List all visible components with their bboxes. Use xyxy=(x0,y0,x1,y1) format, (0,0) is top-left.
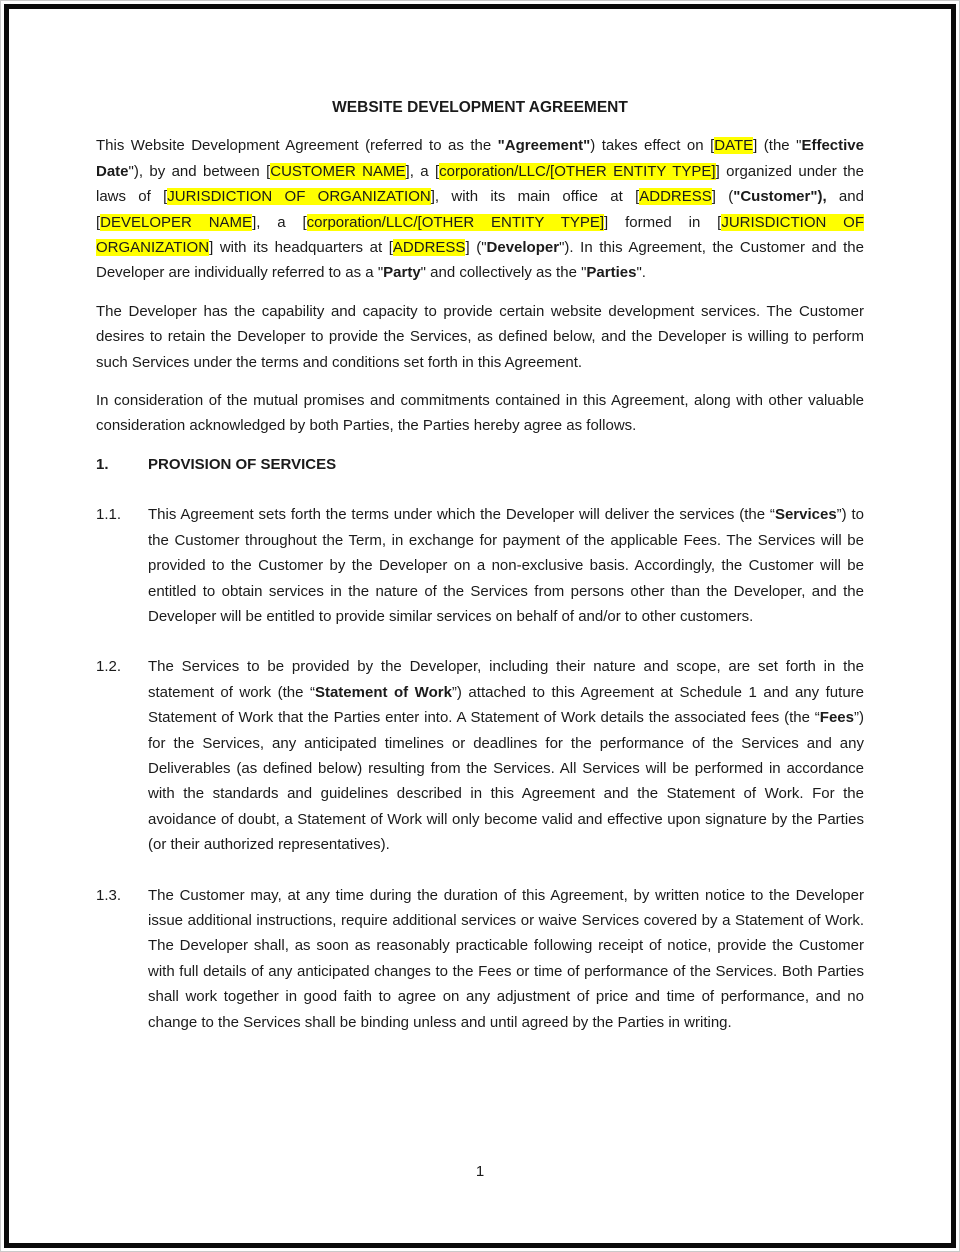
text-run: ], with its main office at [ xyxy=(430,188,640,206)
clause-number: 1.2. xyxy=(96,658,122,676)
text-run: ], a [ xyxy=(252,213,307,231)
text-run: ”) for the Services, any anticipated timelines or deadlines for the performance of the Services and any Deliverables (as defined below) resulting from the Services. All Services will be performed in accordance with the standards and guidelines described in this Agreement and the Statement of Work. For the avoidance of doubt, a Statement of Work will only become valid and effective upon signature by the Parties (or their authorized representatives). xyxy=(148,709,864,854)
text-run: Party xyxy=(383,264,421,282)
clause-1-3 xyxy=(96,883,864,1035)
clause-text xyxy=(148,654,864,857)
section-number: 1. xyxy=(96,455,109,473)
highlighted-placeholder: DEVELOPER NAME xyxy=(100,213,253,231)
clause-1-1 xyxy=(96,502,864,629)
text-run: ”) to the Customer throughout the Term, in exchange for payment of the applicable Fees. The Services will be provided to the Customer by the Developer on a non-exclusive basis. Accordingly, the Customer will be entitled to obtain services in the nature of the Services from persons other than the Developer, and the Developer will be entitled to provide similar services on behalf of and/or to other customers. xyxy=(148,506,865,625)
document-title: WEBSITE DEVELOPMENT AGREEMENT xyxy=(332,99,628,116)
text-run: ". xyxy=(636,264,646,282)
text-run: Parties xyxy=(586,264,637,282)
document-content xyxy=(96,0,864,1060)
text-run: The Developer has the capability and capacity to provide certain website development services. The Customer desires to retain the Developer to provide the Services, as defined below, and the Developer is willing to perform such Services under the terms and conditions set forth in this Agreement. xyxy=(96,302,864,371)
text-run: ) takes effect on [ xyxy=(590,137,715,155)
text-run: Developer xyxy=(486,239,560,257)
highlighted-placeholder: JURISDICTION OF ORGANIZATION xyxy=(167,188,431,206)
highlighted-placeholder: CUSTOMER NAME xyxy=(270,162,406,180)
highlighted-placeholder: DATE xyxy=(714,137,754,155)
clause-text xyxy=(148,502,864,629)
text-run: "), by and between [ xyxy=(128,162,271,180)
page-number: 1 xyxy=(475,1163,485,1180)
text-run: Fees xyxy=(819,709,854,727)
text-run: ] formed in [ xyxy=(604,213,722,231)
text-run: " and collectively as the " xyxy=(420,264,587,282)
preamble-paragraph-1 xyxy=(96,133,864,285)
highlighted-placeholder: ADDRESS xyxy=(392,239,466,257)
section-heading-label: PROVISION OF SERVICES xyxy=(148,455,337,473)
text-run: The Services to be provided by the Developer, including their nature and scope, are set forth in the statement of work (the “ xyxy=(148,658,864,701)
highlighted-placeholder: corporation/LLC/[OTHER ENTITY TYPE] xyxy=(306,213,605,231)
clause-number: 1.1. xyxy=(96,506,122,524)
text-run: This Website Development Agreement (referred to as the xyxy=(96,137,498,155)
text-run: ] ( xyxy=(711,188,734,206)
text-run: Services xyxy=(774,506,837,524)
text-run: ] with its headquarters at [ xyxy=(209,239,393,257)
highlighted-placeholder: corporation/LLC/[OTHER ENTITY TYPE] xyxy=(439,162,716,180)
text-run: ] organized under the laws of [ xyxy=(96,162,864,206)
text-run: Effective Date xyxy=(96,137,864,180)
text-run: ], a [ xyxy=(405,162,440,180)
preamble-paragraph-2 xyxy=(96,299,864,375)
clause-text xyxy=(148,883,864,1035)
section-1-heading xyxy=(96,452,864,477)
text-run: In consideration of the mutual promises and commitments contained in this Agreement, along with other valuable consideration acknowledged by both Parties, the Parties hereby agree as follows. xyxy=(96,392,864,435)
clause-number: 1.3. xyxy=(96,886,122,904)
text-run: ] (the " xyxy=(753,137,802,155)
highlighted-placeholder: JURISDICTION OF ORGANIZATION xyxy=(96,213,864,257)
text-run: ”) attached to this Agreement at Schedule 1 and any future Statement of Work that the Parties enter into. A Statement of Work details the associated fees (the “ xyxy=(148,683,864,727)
text-run: "Customer"), xyxy=(733,188,827,206)
text-run: Statement of Work xyxy=(314,683,452,701)
clause-1-2 xyxy=(96,654,864,857)
text-run: "). In this Agreement, the Customer and the Developer are individually referred to as a " xyxy=(96,239,864,282)
text-run: "Agreement" xyxy=(497,137,591,155)
preamble-paragraph-3 xyxy=(96,388,864,439)
highlighted-placeholder: ADDRESS xyxy=(639,188,712,206)
text-run: ] (" xyxy=(465,239,487,257)
text-run: The Customer may, at any time during the duration of this Agreement, by written notice to the Developer issue additional instructions, require additional services or waive Services covered by a Statement of Work. The Developer shall, as soon as reasonably practicable following receipt of notice, provide the Customer with full details of any anticipated changes to the Fees or time of performance of the Services. Both Parties shall work together in good faith to agree on any adjustment of price and time of performance, and no change to the Services shall be binding unless and until agreed by the Parties in writing. xyxy=(148,886,864,1031)
text-run: and [ xyxy=(96,188,864,231)
text-run: This Agreement sets forth the terms under which the Developer will deliver the services (the “ xyxy=(148,506,775,524)
